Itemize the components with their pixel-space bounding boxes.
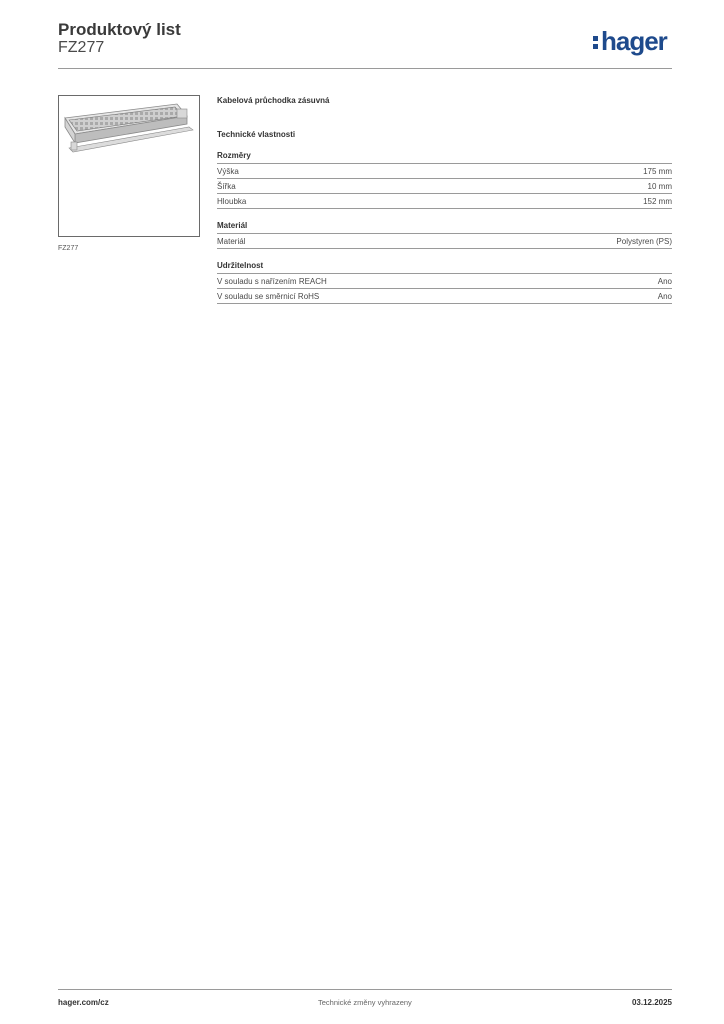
hager-logo <box>593 26 667 57</box>
table-row <box>217 179 672 194</box>
row-value: 175 mm <box>643 167 672 176</box>
product-code: FZ277 <box>58 39 105 56</box>
footer-divider <box>58 989 672 990</box>
product-details <box>217 96 672 304</box>
row-value: Ano <box>657 277 672 286</box>
table-row <box>217 164 672 179</box>
logo-dots-icon <box>593 33 599 51</box>
cable-gland-illustration-icon <box>59 96 199 236</box>
page-title: Produktový list <box>58 20 181 39</box>
section-title: Rozměry <box>217 151 672 164</box>
row-value: 152 mm <box>643 197 672 206</box>
footer-website-link[interactable]: hager.com/cz <box>58 998 109 1007</box>
footer-date: 03.12.2025 <box>631 998 672 1007</box>
row-label: Hloubka <box>217 197 247 206</box>
table-row <box>217 234 672 249</box>
section-title: Udržitelnost <box>217 261 672 274</box>
section-material <box>217 221 672 249</box>
row-value: Ano <box>657 292 672 301</box>
technical-properties-heading: Technické vlastnosti <box>217 130 296 139</box>
row-label: Materiál <box>217 237 246 246</box>
product-name: Kabelová průchodka zásuvná <box>217 96 330 105</box>
section-sustainability <box>217 261 672 304</box>
product-image <box>58 95 200 237</box>
row-value: 10 mm <box>647 182 672 191</box>
row-label: V souladu s nařízením REACH <box>217 277 327 286</box>
header-divider <box>58 68 672 69</box>
section-dimensions <box>217 151 672 209</box>
table-row <box>217 194 672 209</box>
table-row <box>217 274 672 289</box>
image-caption: FZ277 <box>58 245 79 252</box>
footer-note: Technické změny vyhrazeny <box>318 998 412 1007</box>
table-row <box>217 289 672 304</box>
row-label: V souladu se směrnicí RoHS <box>217 292 320 301</box>
section-title: Materiál <box>217 221 672 234</box>
row-label: Šířka <box>217 182 236 191</box>
row-label: Výška <box>217 167 239 176</box>
logo-text: hager <box>601 26 667 56</box>
row-value: Polystyren (PS) <box>616 237 672 246</box>
